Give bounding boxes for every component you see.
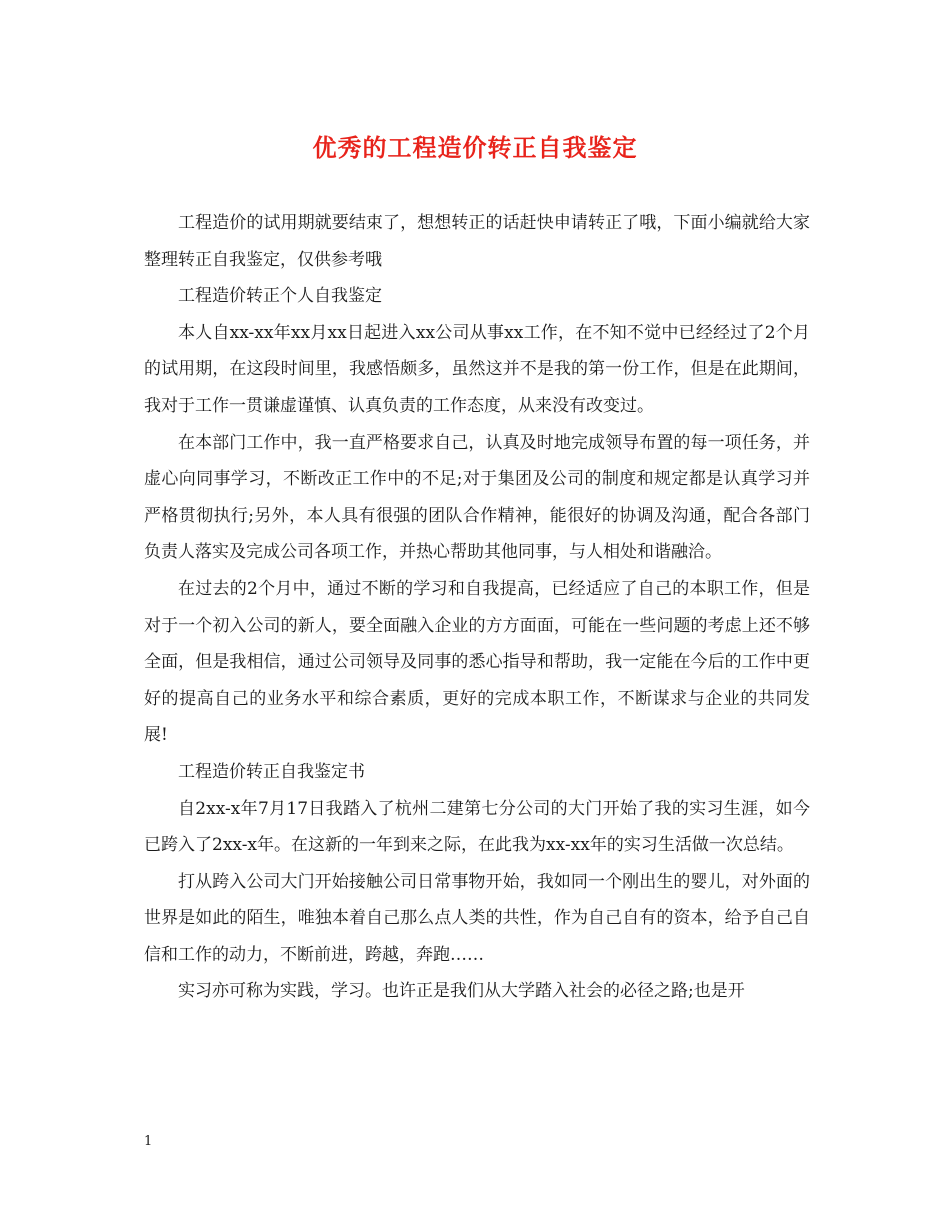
- paragraph-department-work: 在本部门工作中，我一直严格要求自己，认真及时地完成领导布置的每一项任务，并虚心向同事学习，不断改正工作中的不足;对于集团及公司的制度和规定都是认真学习并严格贯彻执行;另外，本人具有很强的团队合作精神，能很好的协调及沟通，配合各部门负责人落实及完成公司各项工作，并热心帮助其他同事，与人相处和谐融洽。: [144, 432, 810, 563]
- paragraph-internship-practice: 实习亦可称为实践，学习。也许正是我们从大学踏入社会的必径之路;也是开: [178, 981, 745, 1002]
- page-number: 1: [144, 1134, 153, 1149]
- section-heading-personal: 工程造价转正个人自我鉴定: [178, 286, 382, 307]
- paragraph-intro: 工程造价的试用期就要结束了，想想转正的话赶快申请转正了哦，下面小编就给大家整理转正自我鉴定，仅供参考哦: [144, 213, 810, 270]
- paragraph-internship-start: 自2xx-x年7月17日我踏入了杭州二建第七分公司的大门开始了我的实习生涯，如今已跨入了2xx-x年。在这新的一年到来之际，在此我为xx-xx年的实习生活做一次总结。: [144, 798, 810, 856]
- paragraph-entering-company: 打从跨入公司大门开始接触公司日常事物开始，我如同一个刚出生的婴儿，对外面的世界是如此的陌生，唯独本着自己那么点人类的共性，作为自己自有的资本，给予自己自信和工作的动力，不断前进，跨越，奔跑……: [144, 871, 810, 965]
- section-heading-appraisal-letter: 工程造价转正自我鉴定书: [178, 761, 365, 782]
- document-body: [144, 205, 810, 1010]
- paragraph-probation: 本人自xx-xx年xx月xx日起进入xx公司从事xx工作，在不知不觉中已经经过了2个月的试用期，在这段时间里，我感悟颇多，虽然这并不是我的第一份工作，但是在此期间，我对于工作一贯谦虚谨慎、认真负责的工作态度，从来没有改变过。: [144, 322, 810, 416]
- document-title: 优秀的工程造价转正自我鉴定: [312, 134, 638, 162]
- paragraph-past-two-months: 在过去的2个月中，通过不断的学习和自我提高，已经适应了自己的本职工作，但是对于一个初入公司的新人，要全面融入企业的方方面面，可能在一些问题的考虑上还不够全面，但是我相信，通过公司领导及同事的悉心指导和帮助，我一定能在今后的工作中更好的提高自己的业务水平和综合素质，更好的完成本职工作，不断谋求与企业的共同发展!: [144, 578, 810, 746]
